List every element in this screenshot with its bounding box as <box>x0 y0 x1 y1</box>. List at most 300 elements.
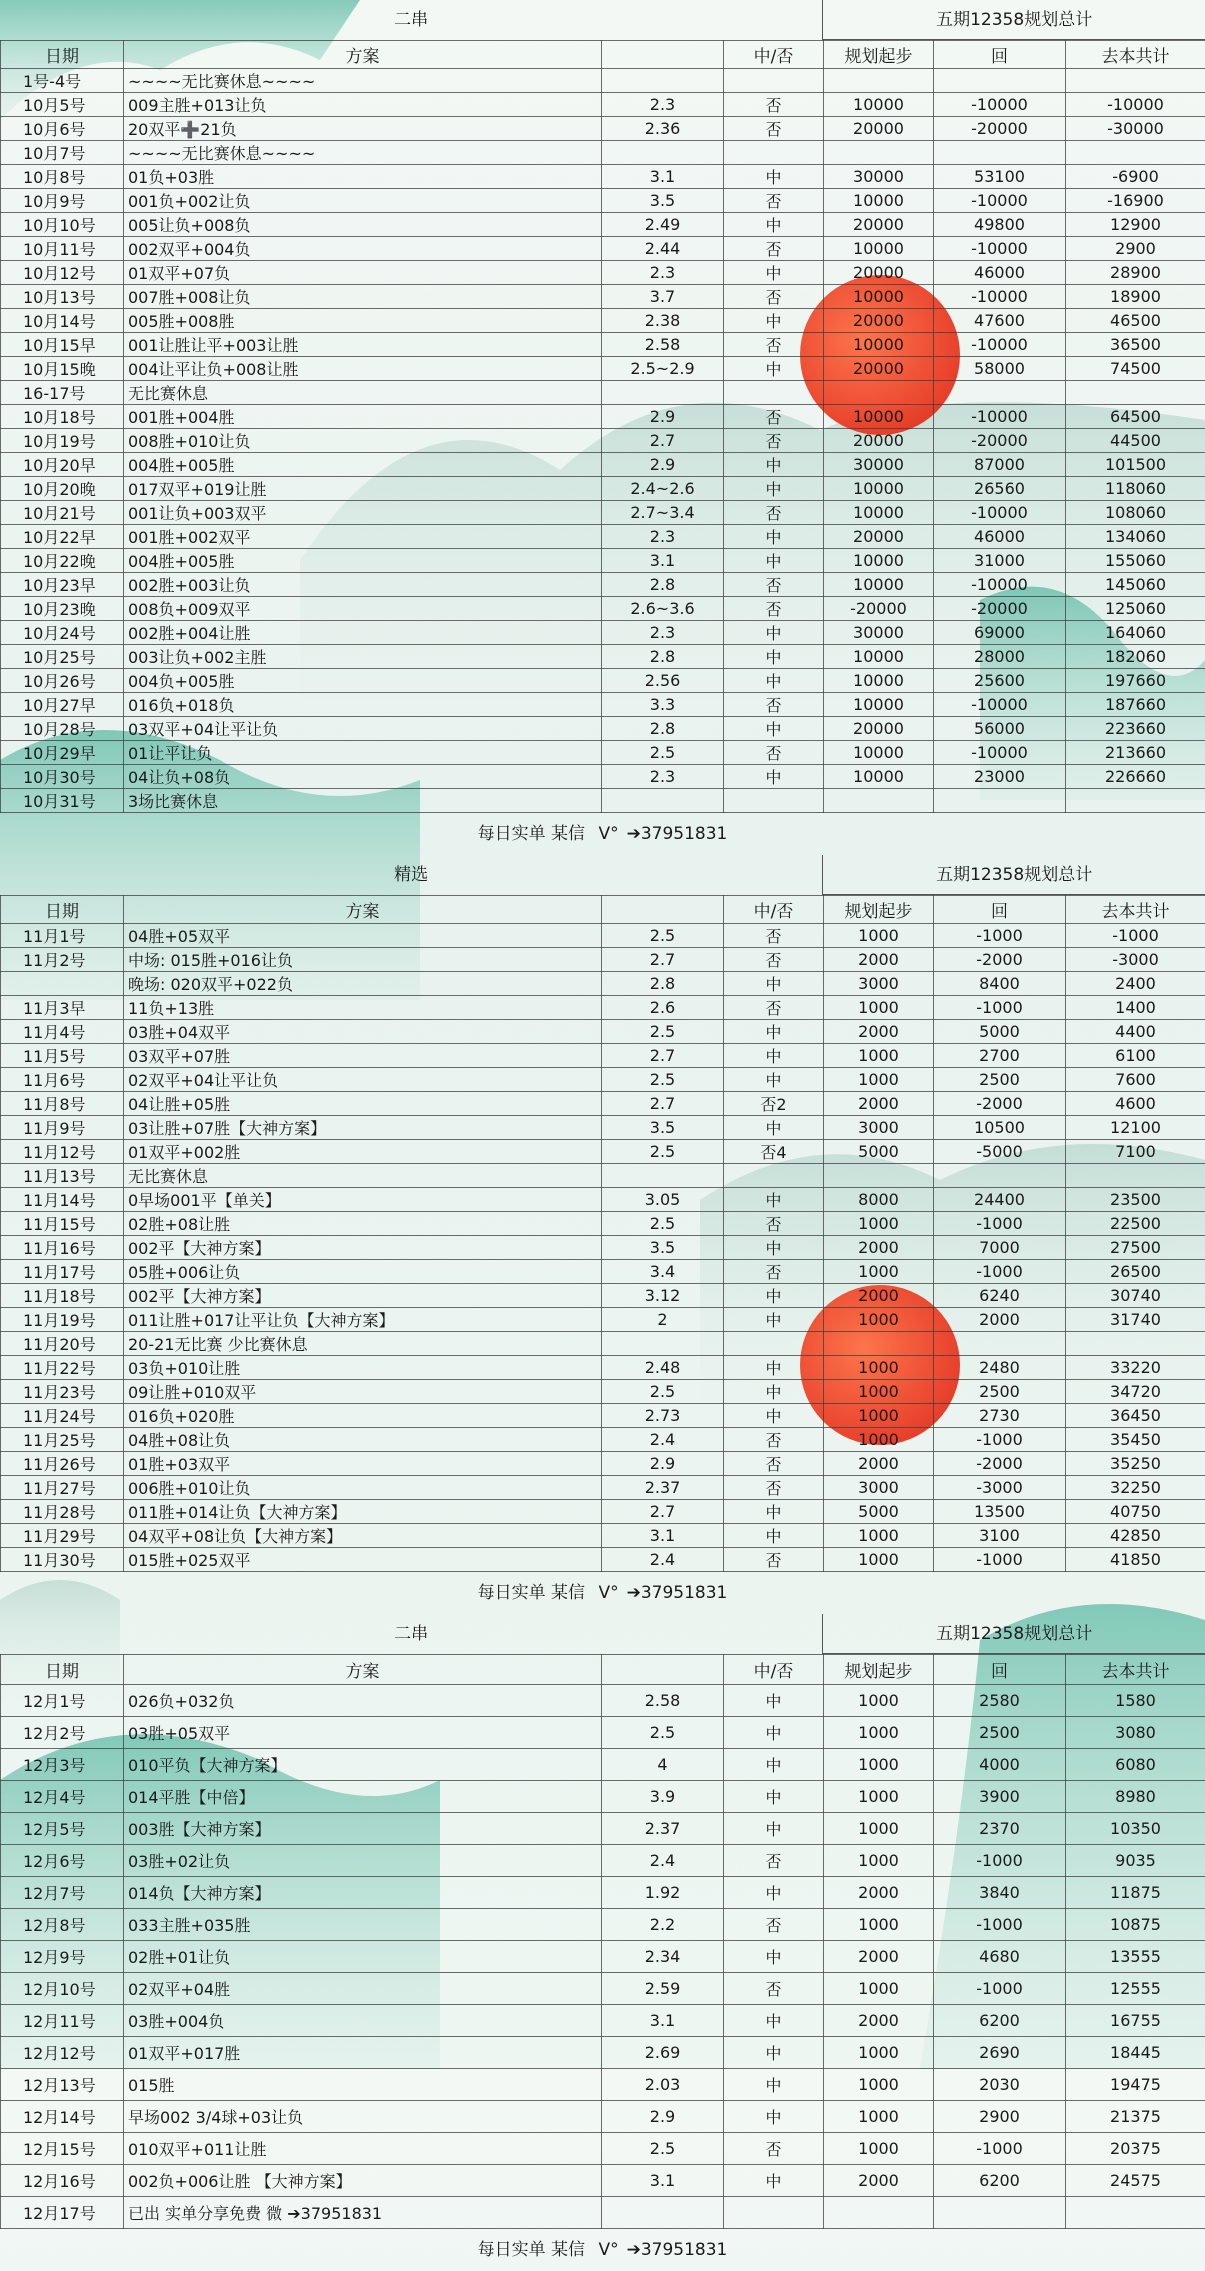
date-cell: 10月8号 <box>1 165 124 189</box>
total-cell: 6080 <box>1066 1749 1205 1781</box>
column-header: 规划起步 <box>824 41 934 69</box>
odds-cell: 2.3 <box>602 93 724 117</box>
stake-cell: 2000 <box>824 1284 934 1308</box>
stake-cell: 1000 <box>824 1260 934 1284</box>
odds-cell: 2.5 <box>602 741 724 765</box>
table-row <box>1 1452 1205 1476</box>
plan-cell: 01胜+03双平 <box>124 1452 602 1476</box>
result-cell: 否 <box>724 741 824 765</box>
total-cell: 12555 <box>1066 1973 1205 2005</box>
total-cell: 19475 <box>1066 2069 1205 2101</box>
odds-cell: 2.4 <box>602 1845 724 1877</box>
date-cell: 10月9号 <box>1 189 124 213</box>
result-cell: 否 <box>724 1973 824 2005</box>
return-cell: -1000 <box>934 1212 1066 1236</box>
result-cell: 中 <box>724 972 824 996</box>
column-header: 去本共计 <box>1066 896 1205 924</box>
result-cell: 中 <box>724 453 824 477</box>
date-cell: 12月16号 <box>1 2165 124 2197</box>
table-row <box>1 996 1205 1020</box>
contact-footer <box>0 813 1205 855</box>
table-row <box>1 237 1205 261</box>
return-cell: 2480 <box>934 1356 1066 1380</box>
total-cell <box>1066 69 1205 93</box>
odds-cell: 2.58 <box>602 1685 724 1717</box>
result-cell: 中 <box>724 2101 824 2133</box>
plan-cell: 05胜+006让负 <box>124 1260 602 1284</box>
return-cell: 46000 <box>934 525 1066 549</box>
plan-cell: 03双平+04让平让负 <box>124 717 602 741</box>
return-cell: 13500 <box>934 1500 1066 1524</box>
plan-cell: 001胜+002双平 <box>124 525 602 549</box>
plan-cell: 001负+002让负 <box>124 189 602 213</box>
plan-cell: 007胜+008让负 <box>124 285 602 309</box>
stake-cell: 1000 <box>824 1308 934 1332</box>
footer-text: 每日实单 某信 <box>478 1583 591 1603</box>
date-cell: 11月23号 <box>1 1380 124 1404</box>
result-cell: 中 <box>724 1717 824 1749</box>
date-cell: 12月8号 <box>1 1909 124 1941</box>
plan-cell: 015胜 <box>124 2069 602 2101</box>
table-row <box>1 717 1205 741</box>
return-cell: -20000 <box>934 429 1066 453</box>
date-cell: 10月25号 <box>1 645 124 669</box>
return-cell: 2000 <box>934 1308 1066 1332</box>
table-header-row <box>1 1655 1205 1685</box>
return-cell: -1000 <box>934 1845 1066 1877</box>
column-header: 回 <box>934 896 1066 924</box>
return-cell: 46000 <box>934 261 1066 285</box>
plan-cell: 002平【大神方案】 <box>124 1284 602 1308</box>
stake-cell: 2000 <box>824 1941 934 1973</box>
result-cell <box>724 141 824 165</box>
result-cell: 否 <box>724 501 824 525</box>
stake-cell: 20000 <box>824 309 934 333</box>
stake-cell: 2000 <box>824 1877 934 1909</box>
return-cell: 2500 <box>934 1068 1066 1092</box>
plan-cell: 004胜+005胜 <box>124 453 602 477</box>
total-cell <box>1066 1332 1205 1356</box>
date-cell: 10月18号 <box>1 405 124 429</box>
total-cell: 10875 <box>1066 1909 1205 1941</box>
plan-cell: 008胜+010让负 <box>124 429 602 453</box>
total-cell: -3000 <box>1066 948 1205 972</box>
result-cell: 否 <box>724 1845 824 1877</box>
plan-cell: 3场比赛休息 <box>124 789 602 813</box>
plan-cell: 017双平+019让胜 <box>124 477 602 501</box>
odds-cell: 2.48 <box>602 1356 724 1380</box>
date-cell: 11月16号 <box>1 1236 124 1260</box>
stake-cell: 1000 <box>824 1548 934 1572</box>
date-cell: 12月17号 <box>1 2197 124 2229</box>
section-title: 二串 <box>0 0 822 40</box>
result-cell: 中 <box>724 621 824 645</box>
date-cell: 12月5号 <box>1 1813 124 1845</box>
stake-cell <box>824 69 934 93</box>
date-cell: 10月30号 <box>1 765 124 789</box>
stake-cell: 20000 <box>824 429 934 453</box>
table-row <box>1 1164 1205 1188</box>
total-cell: 74500 <box>1066 357 1205 381</box>
date-cell: 10月29早 <box>1 741 124 765</box>
table-row <box>1 1140 1205 1164</box>
total-cell: 35450 <box>1066 1428 1205 1452</box>
plan-cell: 03双平+07胜 <box>124 1044 602 1068</box>
stake-cell: 20000 <box>824 525 934 549</box>
date-cell: 11月4号 <box>1 1020 124 1044</box>
result-cell: 中 <box>724 669 824 693</box>
return-cell: -1000 <box>934 1909 1066 1941</box>
total-cell: 36450 <box>1066 1404 1205 1428</box>
column-header: 回 <box>934 1655 1066 1685</box>
table-row <box>1 2069 1205 2101</box>
plan-cell: 004让平让负+008让胜 <box>124 357 602 381</box>
odds-cell: 2.37 <box>602 1813 724 1845</box>
return-cell: 10500 <box>934 1116 1066 1140</box>
odds-cell: 2.59 <box>602 1973 724 2005</box>
date-cell: 10月22早 <box>1 525 124 549</box>
result-cell <box>724 789 824 813</box>
result-cell: 中 <box>724 717 824 741</box>
plan-cell: 03胜+02让负 <box>124 1845 602 1877</box>
date-cell <box>1 972 124 996</box>
stake-cell: 1000 <box>824 1717 934 1749</box>
table-row <box>1 117 1205 141</box>
result-cell: 否 <box>724 1212 824 1236</box>
odds-cell: 2.37 <box>602 1476 724 1500</box>
table-row <box>1 429 1205 453</box>
total-cell <box>1066 2197 1205 2229</box>
odds-cell: 2.03 <box>602 2069 724 2101</box>
total-cell: 6100 <box>1066 1044 1205 1068</box>
table-row <box>1 1877 1205 1909</box>
column-header: 规划起步 <box>824 896 934 924</box>
odds-cell: 3.1 <box>602 549 724 573</box>
odds-cell: 2.5 <box>602 1717 724 1749</box>
return-cell: 3840 <box>934 1877 1066 1909</box>
total-cell: 42850 <box>1066 1524 1205 1548</box>
plan-cell: 03胜+04双平 <box>124 1020 602 1044</box>
return-cell: 23000 <box>934 765 1066 789</box>
result-cell: 中 <box>724 309 824 333</box>
stake-cell: 3000 <box>824 1476 934 1500</box>
column-header: 日期 <box>1 41 124 69</box>
result-cell: 中 <box>724 1116 824 1140</box>
return-cell: 3100 <box>934 1524 1066 1548</box>
stake-cell: 10000 <box>824 93 934 117</box>
results-table <box>0 895 1205 1572</box>
date-cell: 12月15号 <box>1 2133 124 2165</box>
return-cell <box>934 789 1066 813</box>
return-cell: -1000 <box>934 996 1066 1020</box>
plan-cell: 001让胜让平+003让胜 <box>124 333 602 357</box>
section-header <box>0 1614 1205 1654</box>
odds-cell: 3.1 <box>602 165 724 189</box>
return-cell: -10000 <box>934 741 1066 765</box>
date-cell: 10月23晚 <box>1 597 124 621</box>
result-cell: 中 <box>724 525 824 549</box>
plan-cell: ~~~~无比赛休息~~~~ <box>124 141 602 165</box>
result-cell: 否 <box>724 1548 824 1572</box>
date-cell: 11月19号 <box>1 1308 124 1332</box>
odds-cell: 2.5~2.9 <box>602 357 724 381</box>
odds-cell <box>602 1164 724 1188</box>
plan-cell: 04胜+08让负 <box>124 1428 602 1452</box>
section-header <box>0 855 1205 895</box>
return-cell: 6200 <box>934 2165 1066 2197</box>
table-row <box>1 333 1205 357</box>
total-cell: 21375 <box>1066 2101 1205 2133</box>
odds-cell: 2.3 <box>602 621 724 645</box>
odds-cell: 3.4 <box>602 1260 724 1284</box>
date-cell: 16-17号 <box>1 381 124 405</box>
date-cell: 12月2号 <box>1 1717 124 1749</box>
return-cell: -5000 <box>934 1140 1066 1164</box>
return-cell: 47600 <box>934 309 1066 333</box>
total-cell: 4400 <box>1066 1020 1205 1044</box>
wechat-label: V° <box>598 1583 618 1603</box>
stake-cell: 1000 <box>824 996 934 1020</box>
plan-cell: 004负+005胜 <box>124 669 602 693</box>
table-row <box>1 405 1205 429</box>
odds-cell: 2.49 <box>602 213 724 237</box>
plan-total-title: 五期12358规划总计 <box>822 0 1205 40</box>
stake-cell: 10000 <box>824 573 934 597</box>
return-cell: 53100 <box>934 165 1066 189</box>
total-cell: -6900 <box>1066 165 1205 189</box>
date-cell: 10月5号 <box>1 93 124 117</box>
plan-cell: 02胜+08让胜 <box>124 1212 602 1236</box>
return-cell: 3900 <box>934 1781 1066 1813</box>
return-cell: 2500 <box>934 1380 1066 1404</box>
total-cell: -16900 <box>1066 189 1205 213</box>
date-cell: 12月11号 <box>1 2005 124 2037</box>
date-cell: 12月7号 <box>1 1877 124 1909</box>
table-row <box>1 741 1205 765</box>
table-row <box>1 93 1205 117</box>
table-row <box>1 1284 1205 1308</box>
stake-cell: 1000 <box>824 2101 934 2133</box>
date-cell: 10月20晚 <box>1 477 124 501</box>
table-row <box>1 1941 1205 1973</box>
odds-cell <box>602 2197 724 2229</box>
total-cell <box>1066 1164 1205 1188</box>
table-row <box>1 597 1205 621</box>
footer-text: 每日实单 某信 <box>478 824 591 844</box>
table-row <box>1 141 1205 165</box>
stake-cell: 10000 <box>824 285 934 309</box>
date-cell: 10月11号 <box>1 237 124 261</box>
odds-cell: 3.12 <box>602 1284 724 1308</box>
return-cell: -2000 <box>934 948 1066 972</box>
date-cell: 11月3早 <box>1 996 124 1020</box>
plan-cell: 010双平+011让胜 <box>124 2133 602 2165</box>
result-cell: 否 <box>724 1476 824 1500</box>
column-header <box>602 896 724 924</box>
total-cell: 182060 <box>1066 645 1205 669</box>
result-cell: 否2 <box>724 1092 824 1116</box>
table-row <box>1 1717 1205 1749</box>
total-cell: 10350 <box>1066 1813 1205 1845</box>
date-cell: 10月13号 <box>1 285 124 309</box>
date-cell: 10月24号 <box>1 621 124 645</box>
return-cell: -20000 <box>934 117 1066 141</box>
result-cell: 中 <box>724 1308 824 1332</box>
stake-cell: 1000 <box>824 1781 934 1813</box>
stake-cell: 1000 <box>824 1909 934 1941</box>
return-cell: 2500 <box>934 1717 1066 1749</box>
plan-cell: 026负+032负 <box>124 1685 602 1717</box>
table-row <box>1 357 1205 381</box>
odds-cell: 2.4 <box>602 1548 724 1572</box>
result-cell: 否 <box>724 2133 824 2165</box>
date-cell: 12月13号 <box>1 2069 124 2101</box>
section-november <box>0 855 1205 1614</box>
odds-cell: 2.8 <box>602 573 724 597</box>
stake-cell: 10000 <box>824 765 934 789</box>
table-row <box>1 2037 1205 2069</box>
date-cell: 12月10号 <box>1 1973 124 2005</box>
result-cell: 否 <box>724 333 824 357</box>
date-cell: 11月20号 <box>1 1332 124 1356</box>
total-cell: 1400 <box>1066 996 1205 1020</box>
result-cell: 否 <box>724 189 824 213</box>
result-cell: 中 <box>724 165 824 189</box>
return-cell: -10000 <box>934 189 1066 213</box>
total-cell: 46500 <box>1066 309 1205 333</box>
table-row <box>1 381 1205 405</box>
table-row <box>1 1068 1205 1092</box>
total-cell: 23500 <box>1066 1188 1205 1212</box>
result-cell: 中 <box>724 357 824 381</box>
total-cell: 41850 <box>1066 1548 1205 1572</box>
table-row <box>1 1548 1205 1572</box>
return-cell: 2370 <box>934 1813 1066 1845</box>
total-cell: 44500 <box>1066 429 1205 453</box>
stake-cell: 1000 <box>824 1380 934 1404</box>
odds-cell: 2.7~3.4 <box>602 501 724 525</box>
plan-cell: 晚场: 020双平+022负 <box>124 972 602 996</box>
date-cell: 11月15号 <box>1 1212 124 1236</box>
return-cell: 2730 <box>934 1404 1066 1428</box>
total-cell: 12100 <box>1066 1116 1205 1140</box>
table-row <box>1 261 1205 285</box>
stake-cell: 3000 <box>824 972 934 996</box>
table-row <box>1 165 1205 189</box>
return-cell: 4680 <box>934 1941 1066 1973</box>
stake-cell <box>824 1332 934 1356</box>
stake-cell: 1000 <box>824 2037 934 2069</box>
date-cell: 10月7号 <box>1 141 124 165</box>
plan-cell: 已出 实单分享免费 微 ➔37951831 <box>124 2197 602 2229</box>
total-cell: 1580 <box>1066 1685 1205 1717</box>
stake-cell: 1000 <box>824 1212 934 1236</box>
date-cell: 11月2号 <box>1 948 124 972</box>
date-cell: 10月14号 <box>1 309 124 333</box>
date-cell: 12月6号 <box>1 1845 124 1877</box>
return-cell: 58000 <box>934 357 1066 381</box>
total-cell: 64500 <box>1066 405 1205 429</box>
table-row <box>1 1236 1205 1260</box>
total-cell: 35250 <box>1066 1452 1205 1476</box>
result-cell: 中 <box>724 1685 824 1717</box>
result-cell: 中 <box>724 1813 824 1845</box>
total-cell: 18900 <box>1066 285 1205 309</box>
date-cell: 10月15早 <box>1 333 124 357</box>
return-cell: -3000 <box>934 1476 1066 1500</box>
plan-cell: 04让负+08负 <box>124 765 602 789</box>
date-cell: 11月8号 <box>1 1092 124 1116</box>
odds-cell: 2.5 <box>602 2133 724 2165</box>
table-row <box>1 573 1205 597</box>
date-cell: 11月18号 <box>1 1284 124 1308</box>
return-cell: 4000 <box>934 1749 1066 1781</box>
result-cell: 中 <box>724 645 824 669</box>
odds-cell: 1.92 <box>602 1877 724 1909</box>
result-cell: 中 <box>724 765 824 789</box>
odds-cell: 2 <box>602 1308 724 1332</box>
return-cell: -20000 <box>934 597 1066 621</box>
odds-cell: 2.3 <box>602 765 724 789</box>
total-cell: 7100 <box>1066 1140 1205 1164</box>
stake-cell: 1000 <box>824 2069 934 2101</box>
odds-cell: 2.4~2.6 <box>602 477 724 501</box>
column-header <box>602 41 724 69</box>
odds-cell: 2.6 <box>602 996 724 1020</box>
date-cell: 11月17号 <box>1 1260 124 1284</box>
date-cell: 11月1号 <box>1 924 124 948</box>
total-cell: 134060 <box>1066 525 1205 549</box>
result-cell <box>724 1164 824 1188</box>
section-october <box>0 0 1205 855</box>
stake-cell: 1000 <box>824 1749 934 1781</box>
plan-cell: 无比赛休息 <box>124 381 602 405</box>
return-cell: 87000 <box>934 453 1066 477</box>
odds-cell: 2.8 <box>602 972 724 996</box>
stake-cell: 2000 <box>824 2005 934 2037</box>
date-cell: 10月10号 <box>1 213 124 237</box>
total-cell: -30000 <box>1066 117 1205 141</box>
return-cell: -1000 <box>934 1548 1066 1572</box>
total-cell: 125060 <box>1066 597 1205 621</box>
stake-cell: 20000 <box>824 261 934 285</box>
table-row <box>1 1781 1205 1813</box>
return-cell: 2580 <box>934 1685 1066 1717</box>
result-cell: 中 <box>724 2037 824 2069</box>
table-row <box>1 1212 1205 1236</box>
table-row <box>1 1909 1205 1941</box>
result-cell: 中 <box>724 2165 824 2197</box>
table-row <box>1 1500 1205 1524</box>
table-row <box>1 213 1205 237</box>
table-row <box>1 1380 1205 1404</box>
plan-cell: 006胜+010让负 <box>124 1476 602 1500</box>
plan-cell: 20-21无比赛 少比赛休息 <box>124 1332 602 1356</box>
total-cell: 145060 <box>1066 573 1205 597</box>
total-cell: 164060 <box>1066 621 1205 645</box>
result-cell: 否 <box>724 573 824 597</box>
total-cell: 28900 <box>1066 261 1205 285</box>
table-row <box>1 1524 1205 1548</box>
stake-cell: 2000 <box>824 1236 934 1260</box>
total-cell <box>1066 381 1205 405</box>
plan-cell: 015胜+025双平 <box>124 1548 602 1572</box>
table-row <box>1 1356 1205 1380</box>
table-header-row <box>1 896 1205 924</box>
date-cell: 10月19号 <box>1 429 124 453</box>
total-cell: 118060 <box>1066 477 1205 501</box>
date-cell: 10月22晚 <box>1 549 124 573</box>
